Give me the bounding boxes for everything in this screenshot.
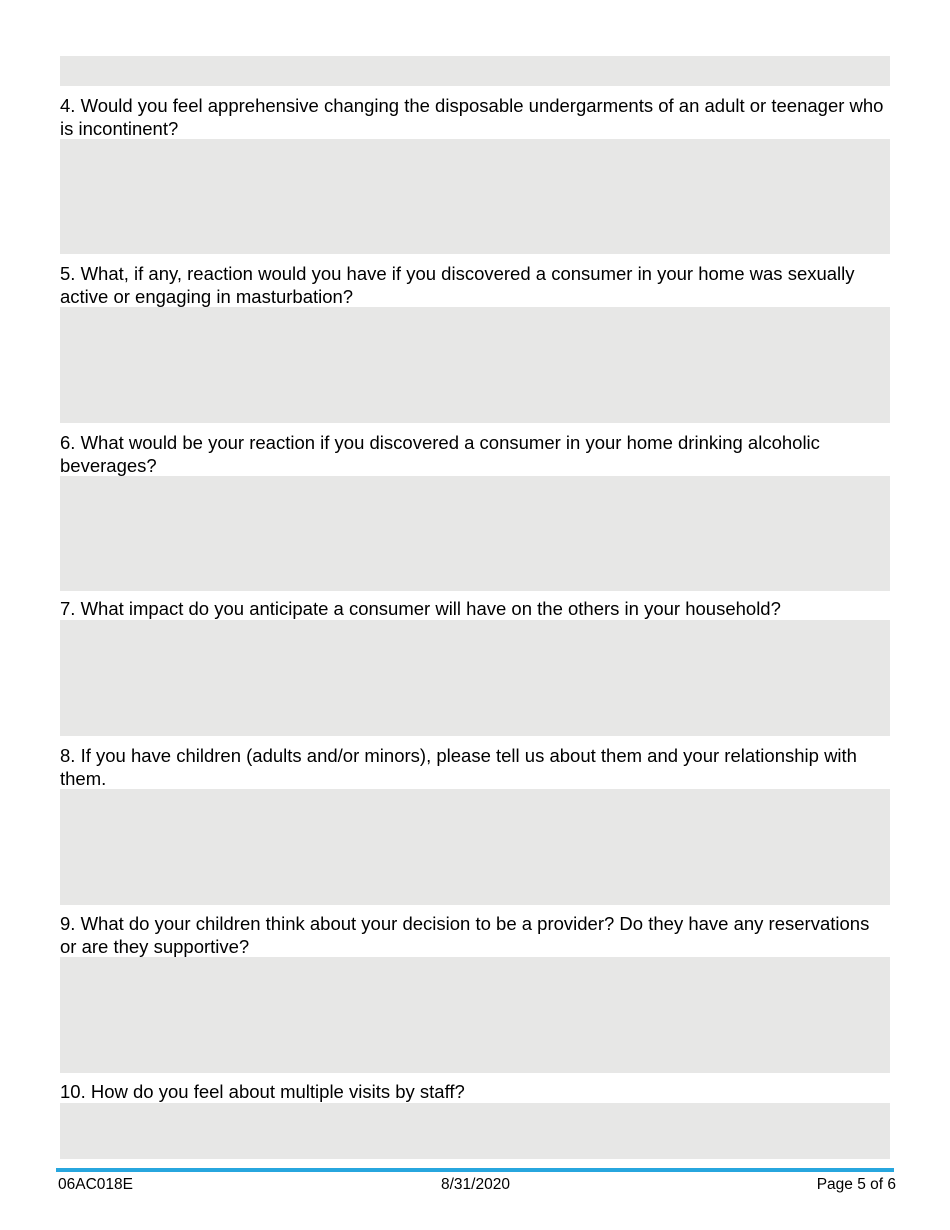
question-10: 10. How do you feel about multiple visits by staff? [60,1081,465,1102]
footer-form-code: 06AC018E [58,1176,133,1193]
question-9: 9. What do your children think about your decision to be a provider? Do they have any reservations or are they supportive? [60,913,870,957]
answer-field-5[interactable] [60,307,890,423]
footer-page-number: Page 5 of 6 [816,1176,896,1193]
question-4: 4. Would you feel apprehensive changing the disposable undergarments of an adult or teenager who is incontinent? [60,95,884,139]
question-5: 5. What, if any, reaction would you have if you discovered a consumer in your home was sexually active or engaging in masturbation? [60,263,855,307]
answer-field-7[interactable] [60,620,890,736]
answer-field-4[interactable] [60,139,890,254]
answer-field-10[interactable] [60,1103,890,1159]
answer-field-3-continued[interactable] [60,56,890,86]
footer-divider [56,1168,894,1172]
answer-field-8[interactable] [60,789,890,905]
question-7: 7. What impact do you anticipate a consumer will have on the others in your household? [60,598,781,619]
question-8: 8. If you have children (adults and/or minors), please tell us about them and your relationship with them. [60,745,857,789]
answer-field-6[interactable] [60,476,890,591]
footer-date: 8/31/2020 [441,1176,510,1193]
answer-field-9[interactable] [60,957,890,1073]
question-6: 6. What would be your reaction if you discovered a consumer in your home drinking alcoholic beverages? [60,432,820,476]
